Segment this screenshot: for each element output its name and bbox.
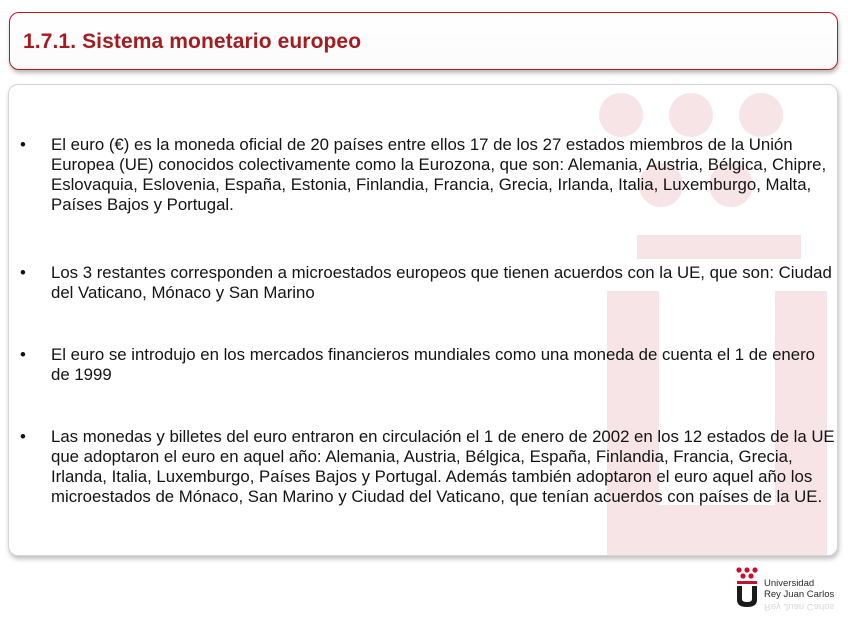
bullet-text: Los 3 restantes corresponden a microestados europeos que tienen acuerdos con la UE, que son: Ciudad del Vaticano, Mónaco y San Marino: [51, 263, 832, 302]
university-name-reflection: [764, 601, 834, 612]
university-name-line2: Rey Juan Carlos: [764, 589, 835, 600]
urjc-u-logo-icon: [734, 566, 760, 610]
bullet-marker: •: [20, 427, 26, 446]
bullet-item: [20, 263, 835, 303]
slide-title: 1.7.1. Sistema monetario europeo: [23, 30, 362, 53]
bullet-text: El euro (€) es la moneda oficial de 20 países entre ellos 17 de los 27 estados miembros de la Unión Europea (UE) conocidos colectivamente como la Eurozona, que son: Alemania, Austria, Bélgica, Chipre, Eslovaquia, Eslovenia, España, Estonia, Finlandia, Francia, Grecia, Irlanda, Italia, Luxemburgo, Malta, Países Bajos y Portugal.: [51, 135, 827, 214]
bullet-marker: •: [20, 135, 26, 154]
bullet-marker: •: [20, 263, 26, 282]
bullet-list: [9, 85, 837, 555]
university-name-reflection-line: Rey Juan Carlos: [764, 601, 835, 612]
university-logo: [734, 566, 842, 628]
slide-content-box: [8, 84, 838, 556]
bullet-text: Las monedas y billetes del euro entraron en circulación el 1 de enero de 2002 en los 12 estados de la UE que adoptaron el euro en aquel año: Alemania, Austria, Bélgica, España, Finlandia, Francia, Grecia, Irlanda, Italia, Luxemburgo, Países Bajos y Portugal. Además también adoptaron el euro aquel año los microestados de Mónaco, San Marino y Ciudad del Vaticano, que tenían acuerdos con países de la UE.: [51, 427, 835, 506]
bullet-marker: •: [20, 345, 26, 364]
bullet-item: [20, 345, 835, 385]
slide-title-box: [9, 12, 838, 70]
bullet-item: [20, 135, 835, 215]
bullet-text: El euro se introdujo en los mercados financieros mundiales como una moneda de cuenta el 1 de enero de 1999: [51, 345, 816, 384]
university-name: [764, 578, 834, 600]
university-name-line1: Universidad: [764, 578, 815, 589]
bullet-item: [20, 427, 835, 507]
